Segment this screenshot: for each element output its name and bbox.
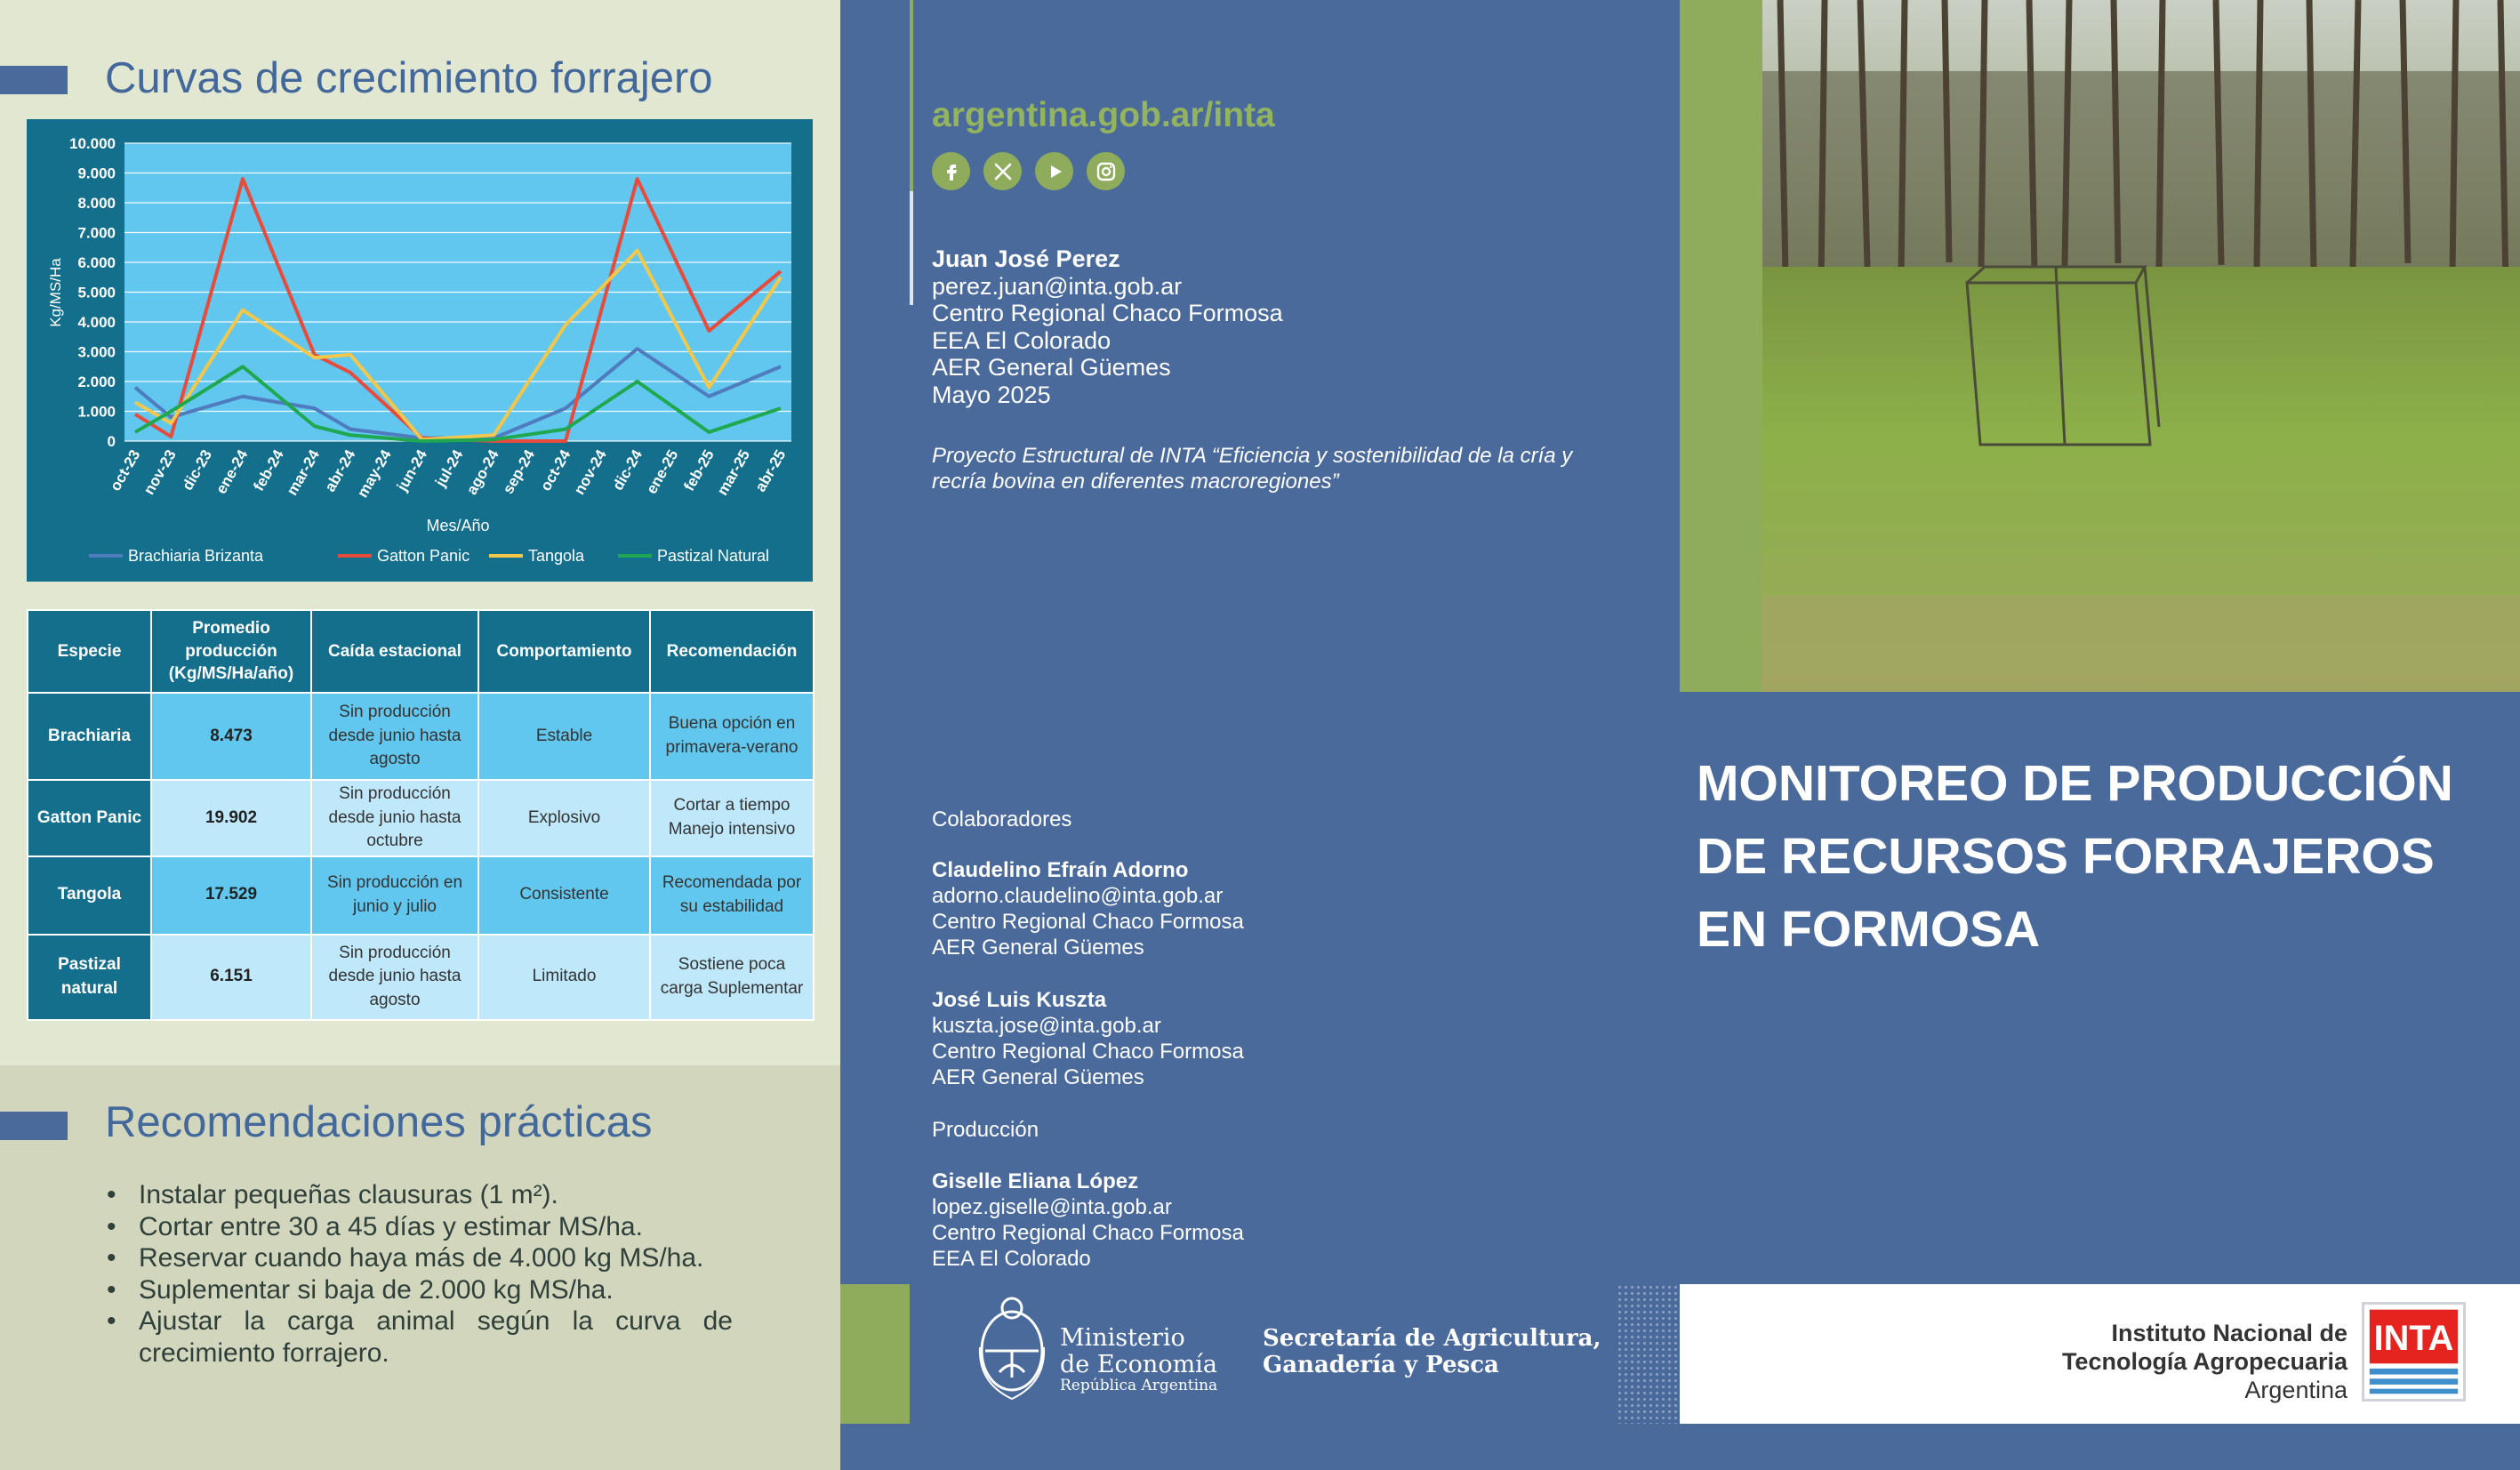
collaborator-block [932,987,1244,1090]
x-tick-label: ago-24 [462,446,502,498]
list-item: • Ajustar la carga animal según la curva de crecimiento forrajero. [139,1305,733,1369]
y-tick-label: 4.000 [77,314,116,331]
table-row [28,693,814,780]
y-tick-label: 2.000 [77,374,116,390]
inta-line: Instituto Nacional de [2111,1320,2347,1346]
secretaria-title [1263,1325,1601,1378]
legend-label: Tangola [528,547,585,565]
production-name: Giselle Eliana López [932,1169,1139,1193]
x-tick-label: jun-24 [393,446,431,494]
y-tick-label: 5.000 [77,284,116,301]
secretaria-line: Ganadería y Pesca [1263,1352,1499,1378]
author-date: Mayo 2025 [932,381,1051,408]
collaborator-name: José Luis Kuszta [932,988,1107,1012]
drop-cell: Sin producción desde junio hasta agosto [311,693,478,780]
title-line: EN FORMOSA [1697,901,2041,958]
production-station: EEA El Colorado [932,1247,1091,1271]
x-tick-label: feb-25 [680,446,718,494]
species-cell: Pastizal natural [28,935,151,1020]
production-label: Producción [932,1118,1039,1142]
collaborator-name: Claudelino Efraín Adorno [932,858,1189,882]
x-tick-label: ene-24 [213,446,252,497]
rec-cell: Recomendada por su estabilidad [650,856,814,935]
rec-cell: Sostiene poca carga Suplementar [650,935,814,1020]
species-cell: Gatton Panic [28,780,151,856]
y-tick-label: 10.000 [69,135,116,152]
ministry-line: Ministerio [1060,1324,1185,1352]
avg-cell: 17.529 [151,856,311,935]
section-bar [0,1112,68,1140]
section-bar [0,66,68,94]
table-row [28,935,814,1020]
site-url-link[interactable]: argentina.gob.ar/inta [932,96,1275,134]
behavior-cell: Consistente [478,856,650,935]
rec-cell: Cortar a tiempo Manejo intensivo [650,780,814,856]
author-block [932,245,1283,408]
x-tick-label: ene-25 [643,446,682,497]
field-photo-svg [1762,0,2520,692]
author-email[interactable]: perez.juan@inta.gob.ar [932,272,1183,300]
dot-pattern [1617,1284,1680,1424]
collaborator-block [932,857,1244,960]
author-center: Centro Regional Chaco Formosa [932,300,1283,326]
table-header-row [28,610,814,693]
x-tick-label: jul-24 [431,446,467,490]
national-shield-icon [976,1294,1047,1408]
x-tick-label: dic-24 [609,446,646,494]
chart-section-title: Curvas de crecimiento forrajero [105,54,713,102]
drop-cell: Sin producción en junio y julio [311,856,478,935]
table-header: Promedio producción (Kg/MS/Ha/año) [151,610,311,693]
behavior-cell: Explosivo [478,780,650,856]
x-tick-label: nov-23 [140,446,180,498]
x-tick-label: abr-24 [321,446,359,495]
accent-line [910,191,913,305]
x-tick-label: mar-25 [713,446,754,499]
table-header: Caída estacional [311,610,478,693]
legend-label: Brachiaria Brizanta [128,547,264,565]
list-item: • Instalar pequeñas clausuras (1 m²). [139,1179,733,1211]
ministry-subtitle: República Argentina [1060,1377,1218,1394]
author-name: Juan José Perez [932,245,1120,272]
project-note: Proyecto Estructural de INTA “Eficiencia y sostenibilidad de la cría y recría bovina en diferentes macroregiones” [932,444,1573,494]
avg-cell: 19.902 [151,780,311,856]
drop-cell: Sin producción desde junio hasta agosto [311,935,478,1020]
production-block [932,1169,1244,1272]
collaborator-center: Centro Regional Chaco Formosa [932,1040,1244,1064]
inta-name [1965,1319,2347,1404]
y-tick-label: 0 [107,433,116,450]
accent-line [910,0,913,207]
main-title [1697,747,2453,966]
inta-logo-text: INTA [2373,1319,2454,1359]
legend-label: Gatton Panic [377,547,470,565]
drop-cell: Sin producción desde junio hasta octubre [311,780,478,856]
inta-logo [2362,1302,2466,1402]
title-line: MONITOREO DE PRODUCCIÓN [1697,755,2453,812]
y-axis-label: Kg/MS/Ha [47,258,64,327]
rec-cell: Buena opción en primavera-verano [650,693,814,780]
list-item: • Cortar entre 30 a 45 días y estimar MS/ha. [139,1211,733,1243]
title-line: DE RECURSOS FORRAJEROS [1697,828,2435,885]
ministry-line: de Economía [1060,1351,1217,1378]
table-row [28,780,814,856]
y-tick-label: 6.000 [77,254,116,271]
table-header: Especie [28,610,151,693]
growth-chart [27,119,813,582]
inta-line: Tecnología Agropecuaria [2061,1348,2347,1375]
x-tick-label: feb-24 [250,446,287,494]
secretaria-line: Secretaría de Agricultura, [1263,1325,1601,1352]
recommendations-title: Recomendaciones prácticas [105,1098,653,1146]
x-tick-label: oct-23 [106,446,144,494]
left-panel [0,0,840,1065]
y-tick-label: 1.000 [77,403,116,421]
field-photo [1762,0,2520,692]
species-table [27,609,815,1021]
chart-svg [27,119,813,582]
x-tick-label: oct-24 [536,446,574,494]
y-tick-label: 3.000 [77,343,116,361]
list-item: • Suplementar si baja de 2.000 kg MS/ha. [139,1274,733,1306]
x-tick-label: sep-24 [499,446,539,497]
x-tick-label: may-24 [354,446,395,501]
legend-label: Pastizal Natural [657,547,770,565]
accent-block [840,1284,910,1424]
species-cell: Brachiaria [28,693,151,780]
ministry-title [1060,1325,1217,1378]
x-tick-label: nov-24 [570,446,610,498]
collaborator-agency: AER General Güemes [932,936,1144,960]
production-email[interactable]: lopez.giselle@inta.gob.ar [932,1195,1172,1219]
behavior-cell: Estable [478,693,650,780]
y-tick-label: 8.000 [77,195,116,212]
collaborators-label: Colaboradores [932,807,1072,831]
production-center: Centro Regional Chaco Formosa [932,1221,1244,1245]
x-tick-label: abr-25 [751,446,790,495]
y-tick-label: 9.000 [77,165,116,182]
list-item: • Reservar cuando haya más de 4.000 kg MS/ha. [139,1242,733,1274]
species-cell: Tangola [28,856,151,935]
author-station: EEA El Colorado [932,326,1112,354]
x-tick-label: dic-23 [179,446,216,494]
inta-line: Argentina [2244,1377,2347,1403]
x-twitter-icon[interactable] [983,152,1022,190]
collaborator-agency: AER General Güemes [932,1065,1144,1089]
x-tick-label: mar-24 [283,446,324,499]
youtube-icon[interactable] [1035,152,1073,190]
y-tick-label: 7.000 [77,224,116,242]
facebook-icon[interactable] [932,152,970,190]
avg-cell: 8.473 [151,693,311,780]
instagram-icon[interactable] [1087,152,1125,190]
table-header: Recomendación [650,610,814,693]
author-agency: AER General Güemes [932,354,1171,381]
behavior-cell: Limitado [478,935,650,1020]
table-row [28,856,814,935]
collaborator-center: Centro Regional Chaco Formosa [932,910,1244,934]
collaborator-email[interactable]: kuszta.jose@inta.gob.ar [932,1014,1161,1038]
avg-cell: 6.151 [151,935,311,1020]
x-axis-label: Mes/Año [426,517,490,534]
table-header: Comportamiento [478,610,650,693]
recommendations-list [139,1179,733,1369]
collaborator-email[interactable]: adorno.claudelino@inta.gob.ar [932,884,1224,908]
